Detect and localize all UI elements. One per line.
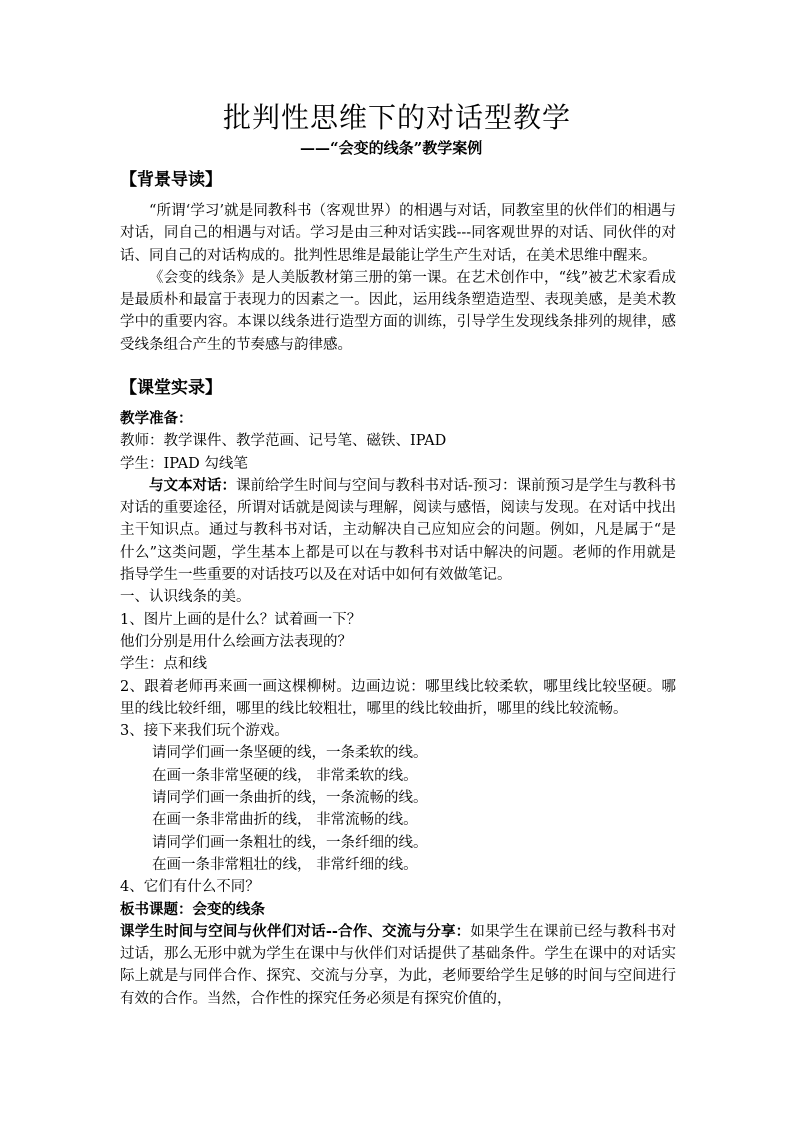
record-text bbox=[120, 408, 676, 1010]
game-line: 请同学们画一条粗壮的线，一条纤细的线。 bbox=[152, 834, 428, 851]
dialog-peers-paragraph bbox=[120, 921, 676, 1010]
dialog-peers-body: 如果学生在课前已经与教科书对过话，那么无形中就为学生在课中与伙伴们对话提供了基础条件。学生在课中的对话实际上就是与同伴合作、探究、交流与分享，为此，老师要给学生足够的时间与空间进行有效的合作。当然，合作性的探究任务必须是有探究价值的， bbox=[120, 923, 676, 1007]
question-2: 2、跟着老师再来画一画这棵柳树。边画边说：哪里线比较柔软，哪里线比较坚硬。哪里的线比较纤细，哪里的线比较粗壮，哪里的线比较曲折，哪里的线比较流畅。 bbox=[120, 678, 676, 717]
dialog-text-label: 与文本对话： bbox=[149, 476, 237, 494]
section-heading-record: 【课堂实录】 bbox=[120, 378, 222, 398]
game-instructions bbox=[120, 742, 676, 876]
background-paragraph-2: 《会变的线条》是人美版教材第三册的第一课。在艺术创作中，“线”被艺术家看成是最质朴和最富于表现力的因素之一。因此，运用线条塑造造型、表现美感，是美术教学中的重要内容。本课以线条进行造型方面的训练，引导学生发现线条排列的规律，感受线条组合产生的节奏感与韵律感。 bbox=[120, 269, 676, 353]
document-subtitle: ——“会变的线条”教学案例 bbox=[300, 139, 483, 157]
background-text bbox=[120, 200, 676, 356]
dialog-text-paragraph bbox=[120, 475, 676, 586]
answer-1: 学生：点和线 bbox=[120, 656, 207, 673]
dialog-text-body: 课前给学生时间与空间与教科书对话-预习：课前预习是学生与教科书对话的重要途径，所谓对话就是阅读与理解，阅读与感悟，阅读与发现。在对话中找出主干知识点。通过与教科书对话，主动解决自己应知应会的问题。例如，凡是属于“是什么”这类问题，学生基本上都是可以在与教科书对话中解决的问题。老师的作用就是指导学生一些重要的对话技巧以及在对话中如何有效做笔记。 bbox=[120, 477, 676, 584]
dialog-peers-label: 课学生时间与空间与伙伴们对话--合作、交流与分享： bbox=[120, 922, 471, 940]
teacher-materials: 教师：教学课件、教学范画、记号笔、磁铁、IPAD bbox=[120, 433, 447, 450]
prep-label: 教学准备： bbox=[120, 410, 193, 427]
game-line: 在画一条非常粗壮的线， 非常纤细的线。 bbox=[152, 856, 418, 873]
game-line: 请同学们画一条坚硬的线，一条柔软的线。 bbox=[152, 745, 428, 762]
question-1b: 他们分别是用什么绘画方法表现的？ bbox=[120, 633, 352, 650]
question-4: 4、它们有什么不同？ bbox=[120, 879, 260, 896]
board-title: 板书课题：会变的线条 bbox=[120, 900, 265, 918]
student-materials: 学生：IPAD 勾线笔 bbox=[120, 455, 248, 472]
game-line: 请同学们画一条曲折的线，一条流畅的线。 bbox=[152, 790, 428, 807]
part-one-heading: 一、认识线条的美。 bbox=[120, 589, 251, 606]
section-heading-background: 【背景导读】 bbox=[120, 170, 222, 190]
game-line: 在画一条非常曲折的线， 非常流畅的线。 bbox=[152, 812, 418, 829]
question-3: 3、接下来我们玩个游戏。 bbox=[120, 723, 289, 740]
background-paragraph-1: “所谓‘学习’就是同教科书（客观世界）的相遇与对话，同教室里的伙伴们的相遇与对话，同自己的相遇与对话。学习是由三种对话实践---同客观世界的对话、同伙伴的对话、同自己的对话构成的。批判性思维是最能让学生产生对话，在美术思维中醒来。 bbox=[120, 203, 676, 264]
game-line: 在画一条非常坚硬的线， 非常柔软的线。 bbox=[152, 767, 418, 784]
question-1: 1、图片上画的是什么？试着画一下？ bbox=[120, 611, 362, 628]
document-title: 批判性思维下的对话型教学 bbox=[222, 101, 571, 134]
